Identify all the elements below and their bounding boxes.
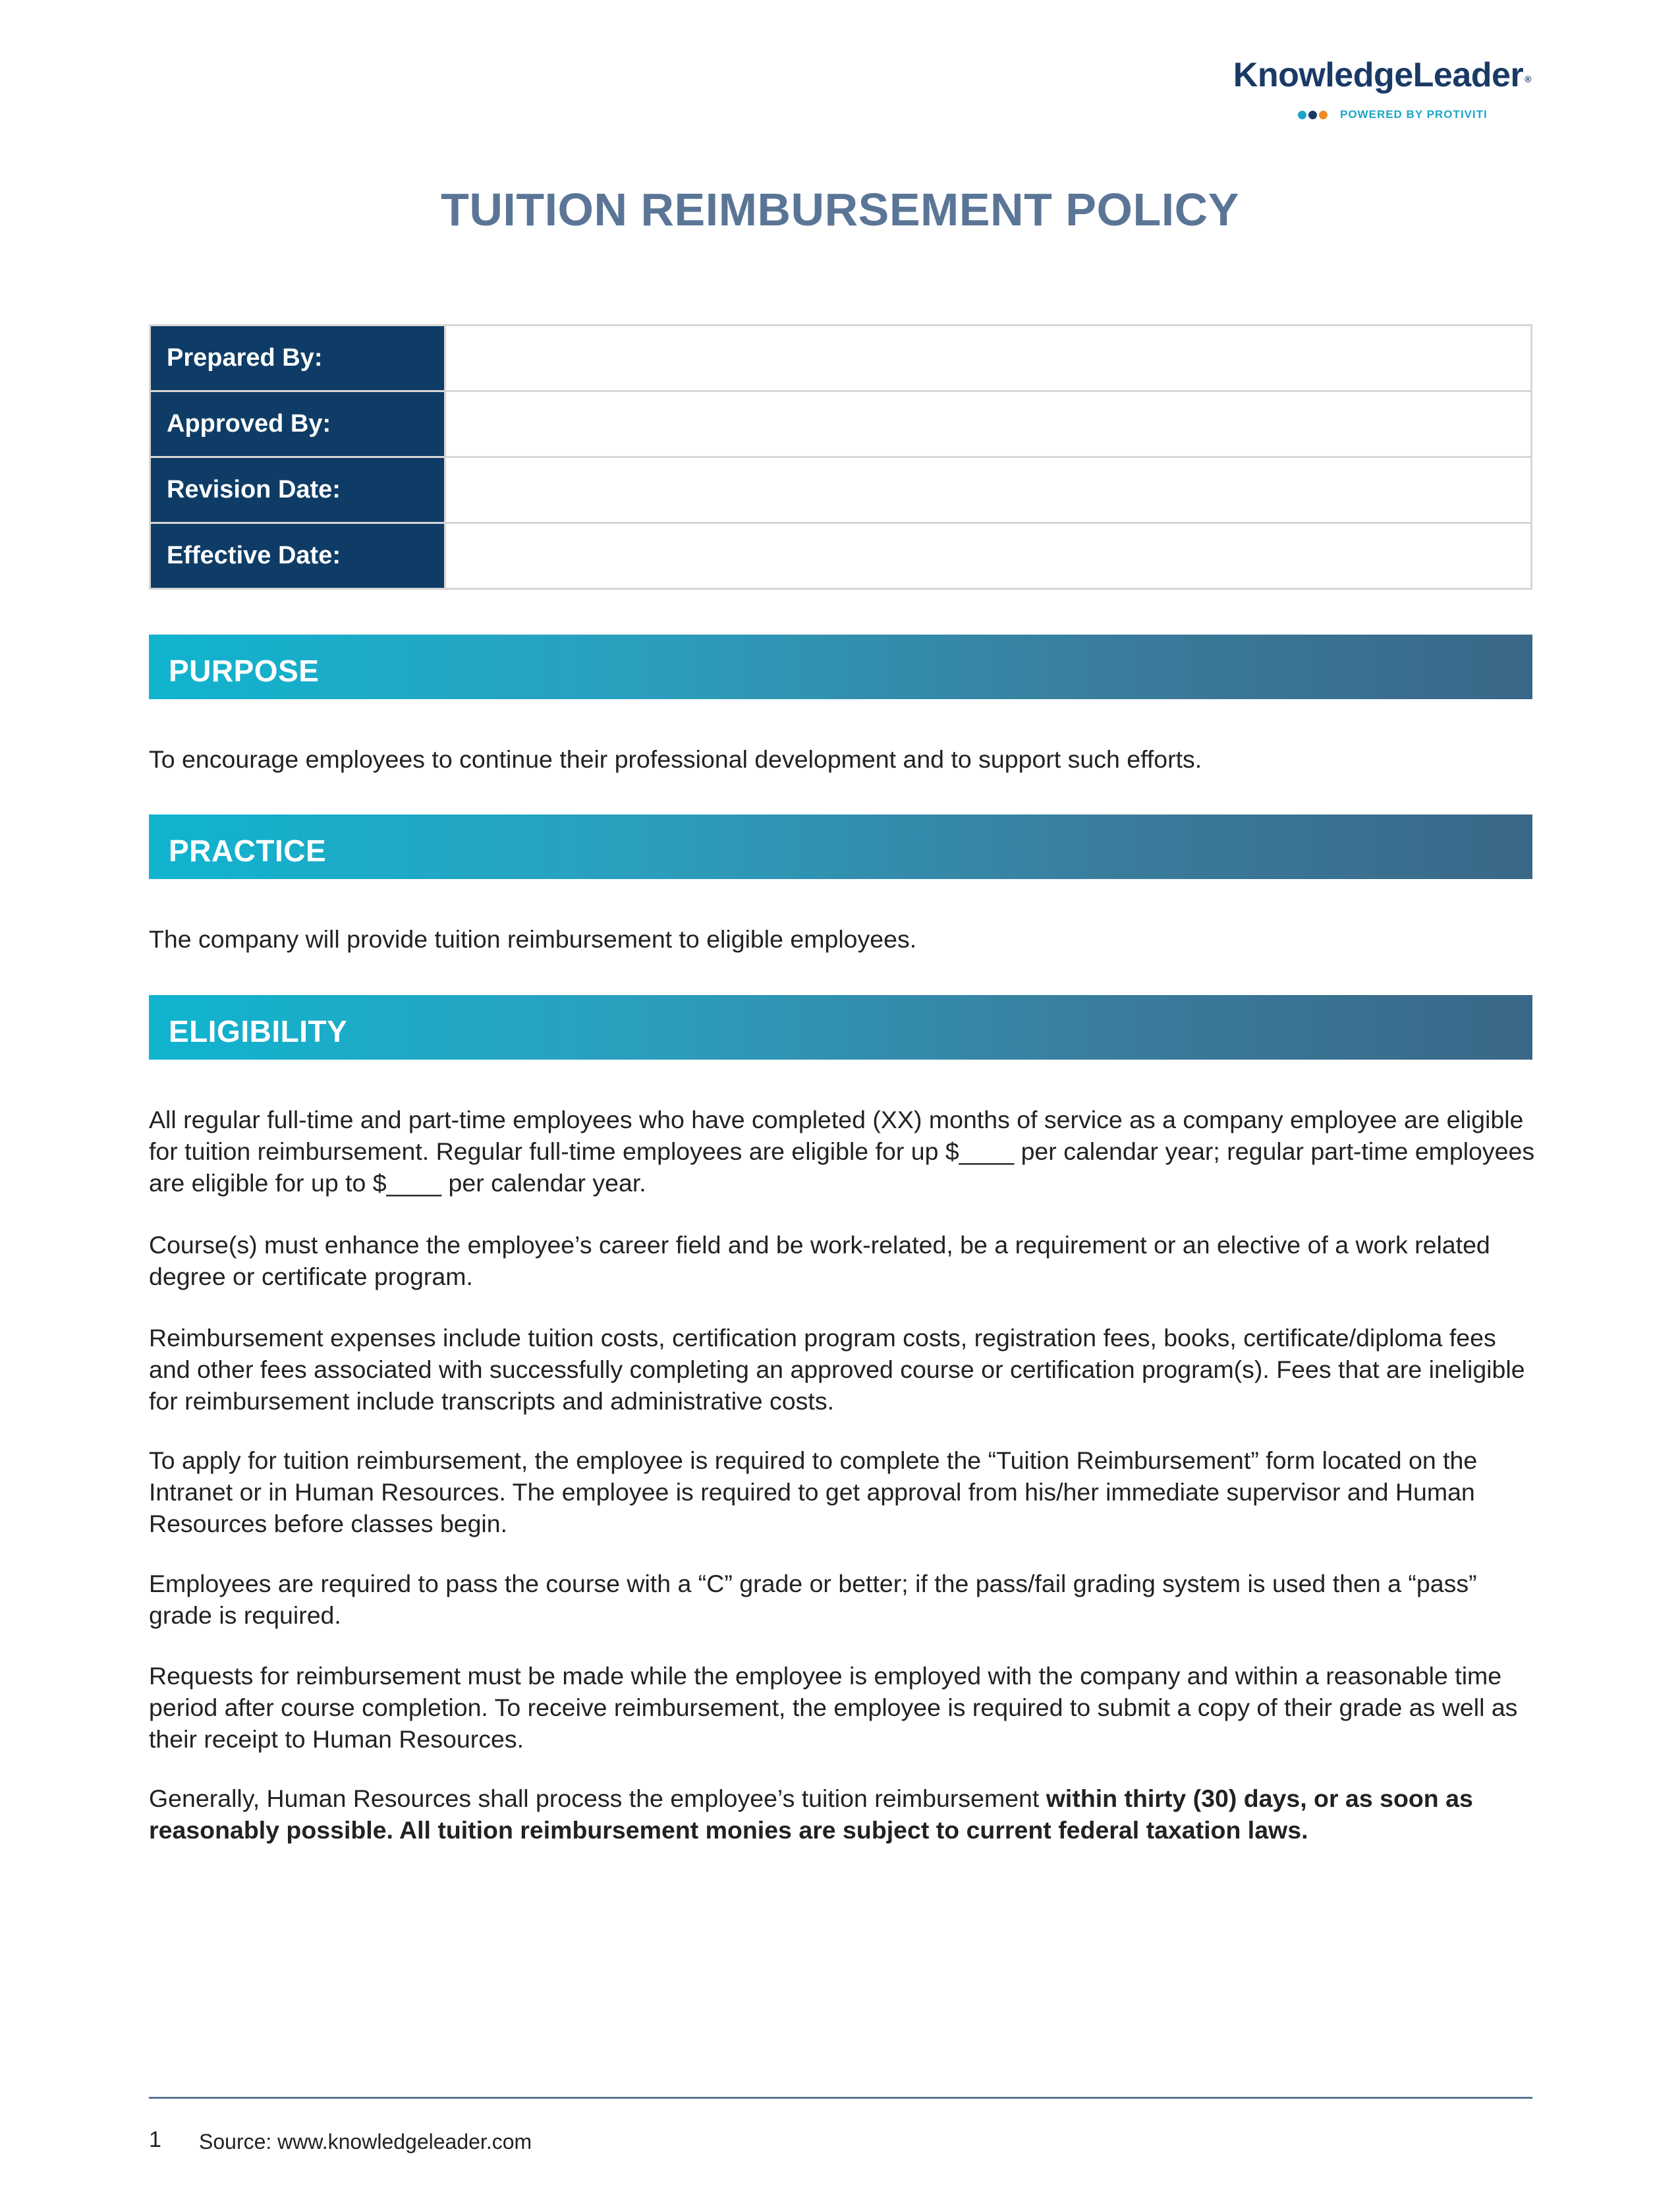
eligibility-paragraph: Reimbursement expenses include tuition costs, certification program costs, registration fees, books, certificate/diploma fees and other fees associated with successfully completing an approved course or certification program(s). Fees that are ineligible for reimbursement include transcripts and administrative costs. — [149, 1324, 1525, 1415]
purpose-section-header — [149, 635, 1532, 699]
source-text: Source: www.knowledgeleader.com — [199, 2130, 532, 2154]
registered-mark: ® — [1525, 74, 1531, 84]
logo-wordmark — [1233, 54, 1531, 96]
purpose-heading: PURPOSE — [169, 654, 320, 688]
prepared-by-value — [445, 326, 1532, 391]
eligibility-heading: ELIGIBILITY — [169, 1014, 348, 1048]
practice-section-header — [149, 814, 1532, 879]
table-row — [150, 326, 1532, 391]
logo-dot-orange — [1319, 111, 1328, 119]
logo-tagline: POWERED BY PROTIVITI — [1340, 108, 1488, 121]
footer-divider — [149, 2097, 1532, 2099]
eligibility-paragraph: Course(s) must enhance the employee’s career field and be work-related, be a requirement or an elective of a work related degree or certificate program. — [149, 1231, 1490, 1290]
table-row — [150, 457, 1532, 523]
eligibility-paragraph: Employees are required to pass the course with a “C” grade or better; if the pass/fail grading system is used then a “pass” grade is required. — [149, 1570, 1477, 1629]
table-row — [150, 523, 1532, 589]
approved-by-value — [445, 391, 1532, 457]
final-plain-text: Generally, Human Resources shall process the employee’s tuition reimbursement — [149, 1784, 1046, 1812]
final-bold-text: within thirty (30) days, or as soon as reasonably possible. All tuition reimbursement monies are subject to current federal taxation laws. — [149, 1784, 1473, 1844]
logo-wordmark-text: KnowledgeLeader — [1233, 56, 1524, 94]
eligibility-final-paragraph — [149, 1783, 1539, 1846]
purpose-text: To encourage employees to continue their professional development and to support such efforts. — [149, 745, 1202, 773]
table-row — [150, 391, 1532, 457]
eligibility-section-header — [149, 995, 1532, 1060]
revision-date-value — [445, 457, 1532, 523]
eligibility-paragraph: All regular full-time and part-time employees who have completed (XX) months of service as a company employee are eligible for tuition reimbursement. Regular full-time employees are eligible for up $____ per calendar year; regular part-time employees are eligible for up to $____ per calendar year. — [149, 1106, 1535, 1197]
revision-date-label: Revision Date: — [150, 457, 445, 523]
approved-by-label: Approved By: — [150, 391, 445, 457]
effective-date-value — [445, 523, 1532, 589]
prepared-by-label: Prepared By: — [150, 326, 445, 391]
practice-text: The company will provide tuition reimbursement to eligible employees. — [149, 925, 917, 953]
eligibility-paragraph: Requests for reimbursement must be made while the employee is employed with the company and within a reasonable time period after course completion. To receive reimbursement, the employee is required to submit a copy of their grade as well as their receipt to Human Resources. — [149, 1662, 1518, 1753]
knowledgeleader-logo — [1202, 54, 1531, 127]
eligibility-paragraph: To apply for tuition reimbursement, the employee is required to complete the “Tuition Reimbursement” form located on the Intranet or in Human Resources. The employee is required to get approval from his/her immediate supervisor and Human Resources before classes begin. — [149, 1446, 1478, 1537]
effective-date-label: Effective Date: — [150, 523, 445, 589]
logo-dot-navy — [1308, 111, 1317, 119]
practice-heading: PRACTICE — [169, 834, 327, 868]
logo-dot-cyan — [1298, 111, 1306, 119]
document-info-table — [149, 324, 1532, 590]
page-title: TUITION REIMBURSEMENT POLICY — [441, 184, 1239, 235]
page-number: 1 — [149, 2127, 161, 2152]
